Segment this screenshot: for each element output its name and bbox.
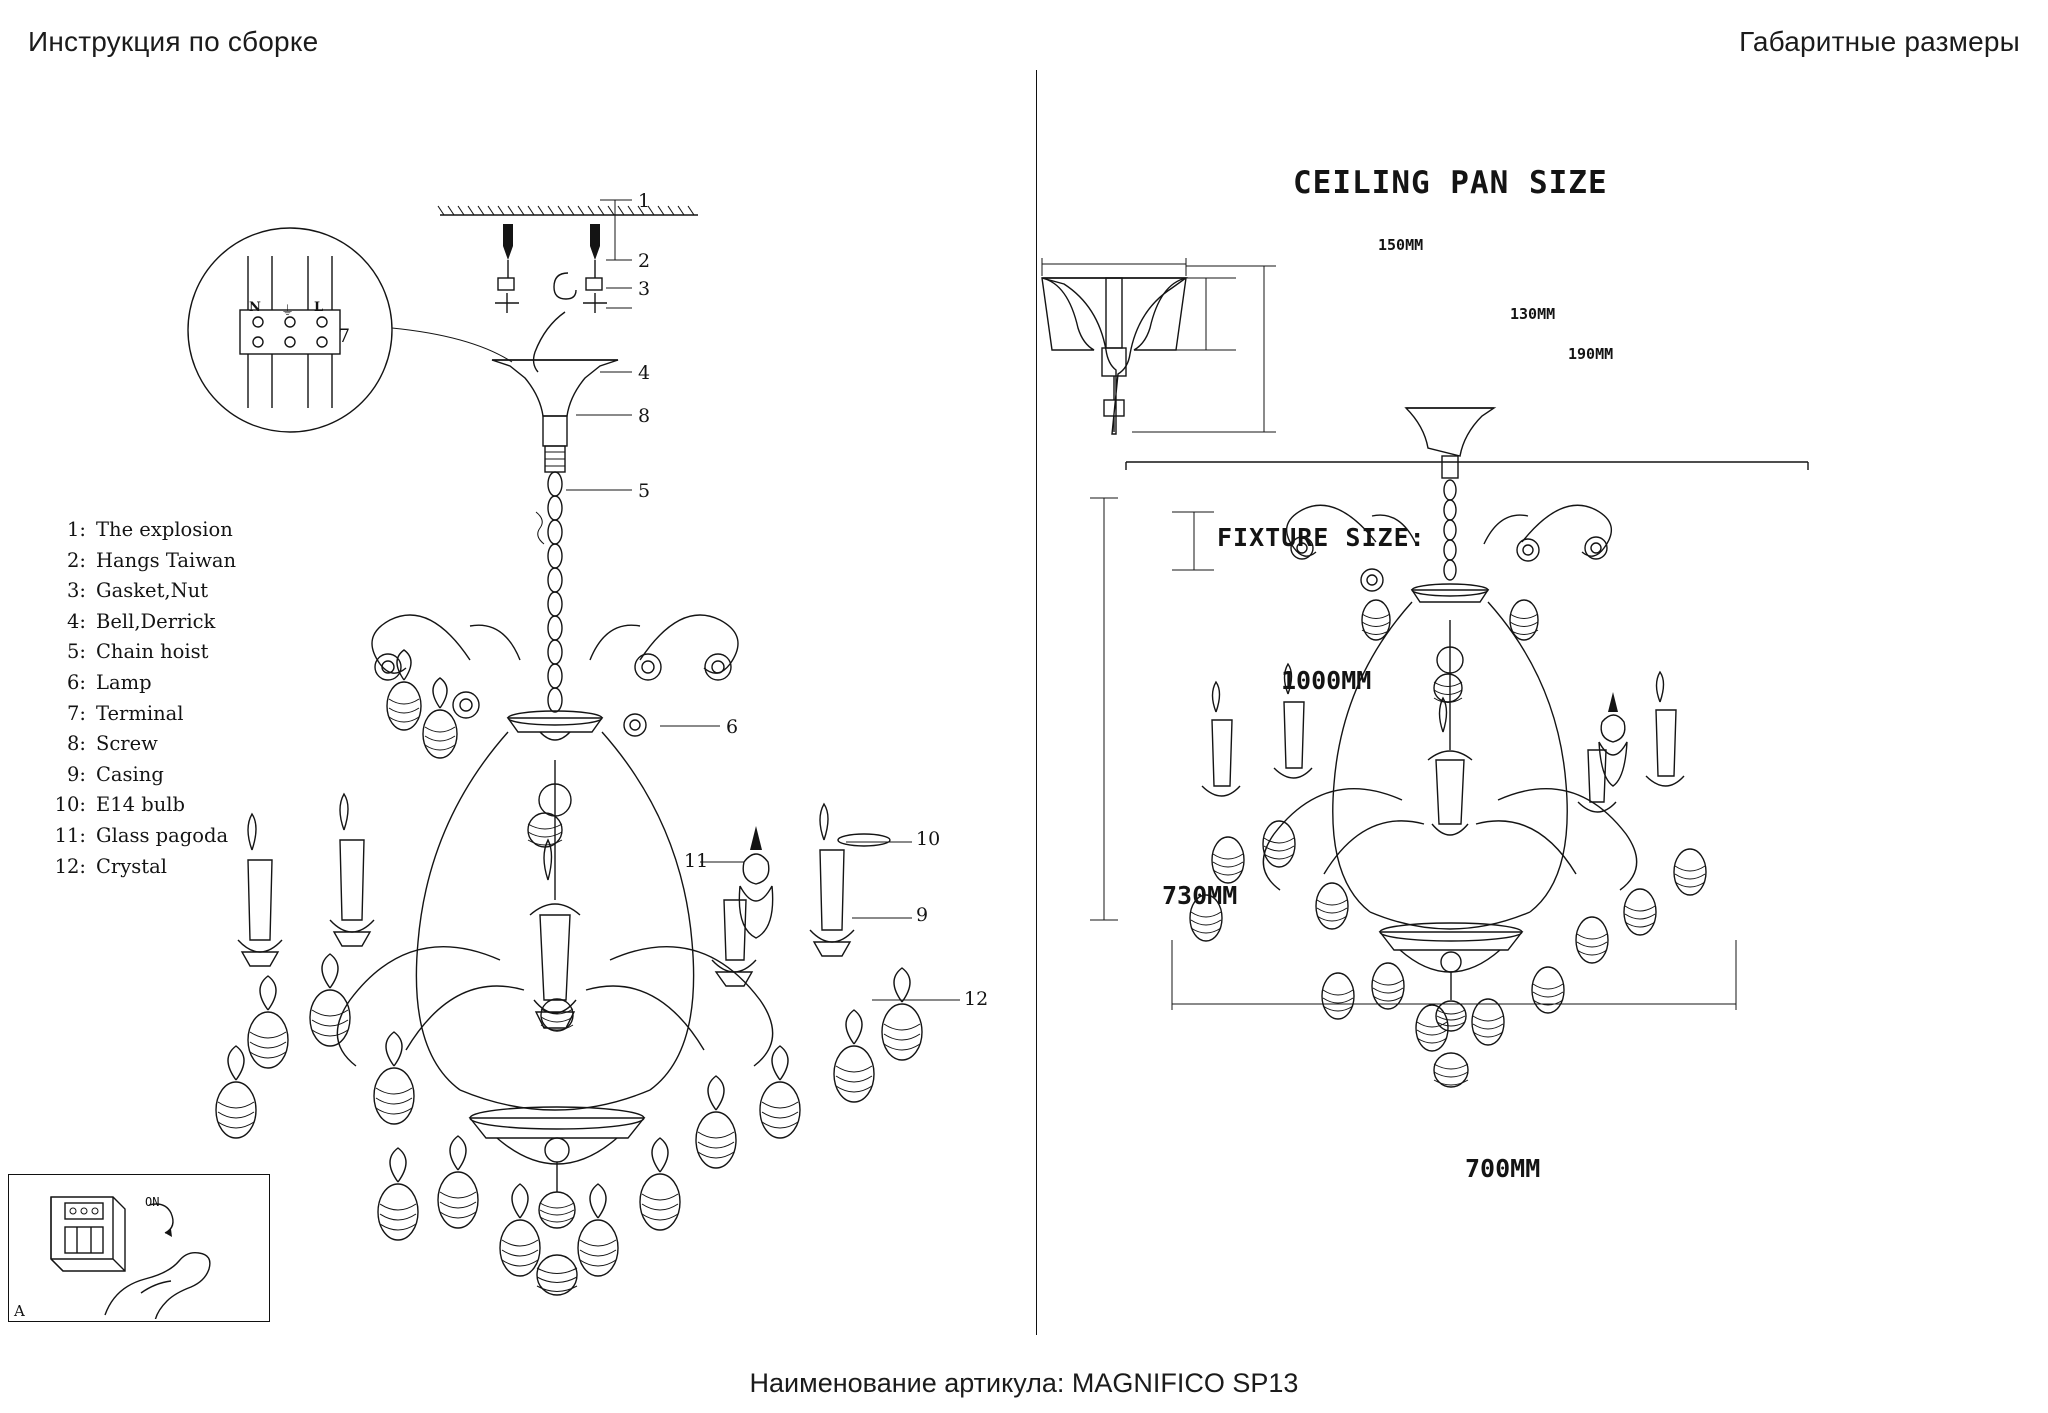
fixture-dimension-lines	[1090, 498, 1736, 1010]
fixture-chain-drop-label: 1000MM	[1281, 666, 1372, 695]
candle-right-1	[810, 804, 854, 956]
part-label: Casing	[96, 762, 164, 786]
switch-on-label: ON	[145, 1195, 160, 1209]
canopy	[492, 360, 632, 446]
parts-list-item	[52, 637, 372, 668]
expansion-screw-right	[590, 224, 600, 278]
parts-list-item	[52, 515, 372, 546]
ceiling-icon	[438, 206, 698, 215]
part-number: 2:	[67, 548, 86, 572]
part-number: 4:	[67, 609, 86, 633]
dimension-diagram	[1036, 60, 2048, 1400]
part-label: Glass pagoda	[96, 823, 229, 847]
chain	[548, 472, 562, 712]
fixture-drawing	[1190, 408, 1706, 1087]
terminal-n-label: N	[249, 300, 261, 315]
callout-9: 9	[916, 904, 929, 926]
part-label: Hangs Taiwan	[96, 548, 237, 572]
ceiling-pan-dimension-lines	[1042, 258, 1276, 432]
callout-1: 1	[638, 190, 651, 212]
ceiling-pan-height-label: 190MM	[1568, 345, 1614, 363]
callout-2: 2	[638, 250, 651, 272]
glass-pagoda	[700, 826, 773, 938]
callout-10: 10	[916, 828, 941, 850]
callout-4: 4	[638, 362, 651, 384]
parts-list-item	[52, 576, 372, 607]
parts-list-item	[52, 546, 372, 577]
expansion-screw-left	[503, 224, 513, 278]
part-label: Crystal	[96, 854, 167, 878]
switch-box-letter: A	[14, 1302, 25, 1320]
parts-list-item	[52, 699, 372, 730]
part-number: 3:	[67, 579, 86, 603]
ceiling-pan-width-label: 150MM	[1378, 236, 1424, 254]
parts-list	[52, 515, 372, 882]
part-number: 12:	[54, 854, 86, 878]
page-title-left: Инструкция по сборке	[28, 26, 319, 57]
part-label: Gasket,Nut	[96, 579, 209, 603]
callout-12: 12	[964, 988, 989, 1010]
part-number: 7:	[67, 701, 86, 725]
article-name: Наименование артикула: MAGNIFICO SP13	[749, 1368, 1299, 1398]
callout-5: 5	[638, 480, 651, 502]
upper-plate	[508, 711, 602, 740]
ceiling-pan-drawing	[1042, 278, 1186, 434]
parts-list-item	[52, 729, 372, 760]
bottom-bowl	[470, 1107, 644, 1228]
rosette	[375, 654, 731, 736]
callout-11: 11	[684, 850, 709, 872]
switch-instruction-box	[8, 1174, 270, 1322]
part-number: 11:	[54, 823, 86, 847]
candle-right-2	[712, 900, 756, 986]
ceiling-pan-title: CEILING PAN SIZE	[1293, 165, 1608, 201]
part-number: 8:	[67, 732, 86, 756]
parts-list-item	[52, 821, 372, 852]
mount-bracket	[495, 273, 607, 372]
parts-list-item	[52, 852, 372, 883]
part-number: 1:	[67, 518, 86, 541]
part-number: 10:	[54, 793, 86, 817]
ceiling-pan-inner-label: 130MM	[1510, 305, 1556, 323]
terminal-ground-icon: ⏚	[281, 304, 295, 319]
screw-detail	[545, 446, 565, 472]
page-title-right: Габаритные размеры	[1739, 26, 2020, 57]
part-number: 9:	[67, 762, 86, 786]
switch-illustration	[9, 1175, 267, 1319]
callout-7: 7	[338, 325, 351, 347]
part-label: Terminal	[96, 701, 184, 725]
parts-list-item	[52, 760, 372, 791]
part-label: Lamp	[96, 670, 152, 694]
fixture-height-label: 730MM	[1162, 881, 1238, 910]
part-label: The explosion	[96, 518, 233, 541]
callout-6: 6	[726, 716, 739, 738]
part-label: Bell,Derrick	[96, 609, 216, 633]
parts-list-item	[52, 607, 372, 638]
part-number: 5:	[67, 640, 86, 664]
fixture-width-label: 700MM	[1465, 1154, 1541, 1183]
terminal-l-label: L	[314, 300, 324, 315]
part-label: Screw	[96, 732, 158, 756]
parts-list-item	[52, 668, 372, 699]
callout-3: 3	[638, 278, 651, 300]
part-label: Chain hoist	[96, 640, 209, 664]
parts-list-item	[52, 790, 372, 821]
part-label: E14 bulb	[96, 793, 186, 817]
center-candle	[530, 760, 580, 1028]
fixture-title: FIXTURE SIZE:	[1217, 523, 1426, 552]
callout-8: 8	[638, 405, 651, 427]
part-number: 6:	[67, 670, 86, 694]
